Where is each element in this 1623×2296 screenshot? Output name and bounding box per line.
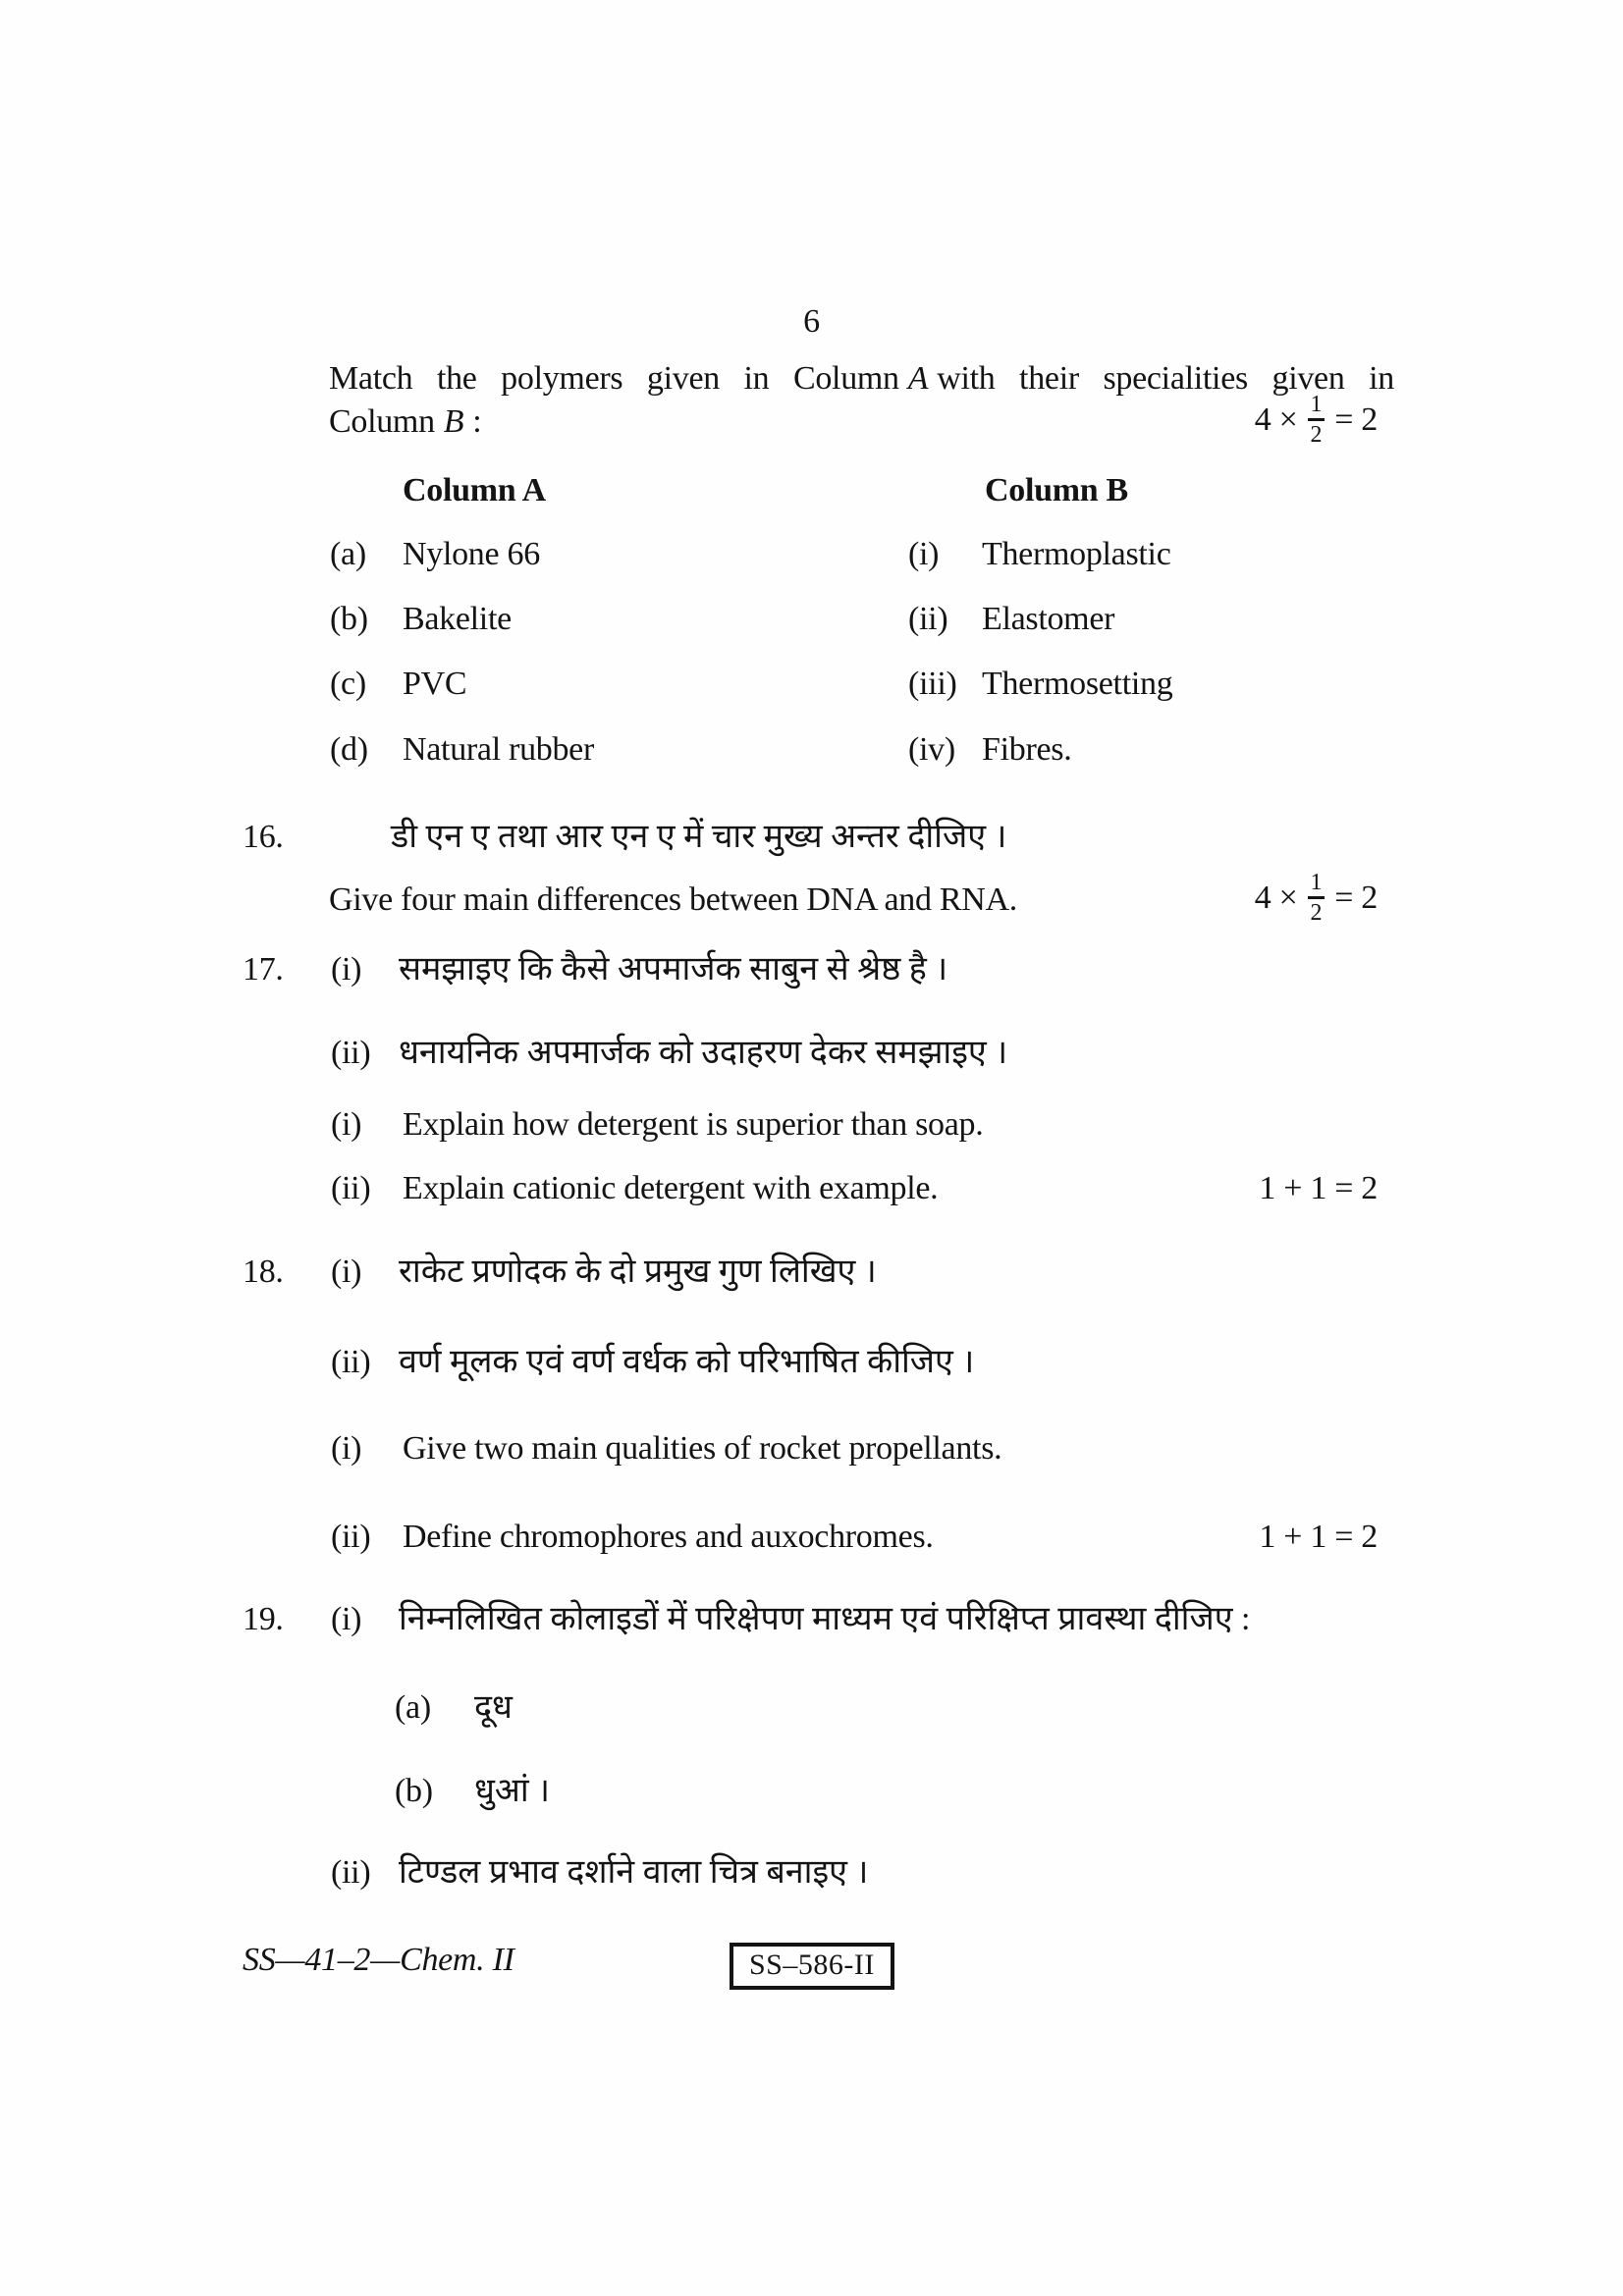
paper-code: SS—41–2—Chem. II [243, 1942, 514, 1978]
subsubitem-text-hindi: धुआं । [474, 1773, 551, 1809]
match-instruction-line1 [329, 359, 1394, 400]
question-marks: 1 + 1 = 2 [1259, 1170, 1378, 1206]
marks-lead: 4 × [1254, 879, 1298, 916]
subitem-marker: (ii) [331, 1035, 371, 1071]
row-b-marker: (iii) [908, 666, 957, 702]
question-number: 17. [243, 951, 284, 988]
subsubitem-marker: (a) [395, 1689, 431, 1726]
subitem-marker: (i) [331, 1106, 362, 1143]
subitem-text-hindi: धनायनिक अपमार्जक को उदाहरण देकर समझाइए । [399, 1035, 1008, 1071]
row-b-text: Thermoplastic [982, 536, 1171, 572]
subitem-marker: (ii) [331, 1344, 371, 1380]
question-number: 18. [243, 1254, 284, 1290]
subitem-marker: (ii) [331, 1854, 371, 1891]
marks-tail: = 2 [1334, 879, 1378, 916]
row-a-text: Natural rubber [403, 731, 594, 768]
row-a-marker: (c) [330, 666, 366, 702]
question-marks: 1 + 1 = 2 [1259, 1519, 1378, 1555]
subitem-text-hindi: वर्ण मूलक एवं वर्ण वर्धक को परिभाषित कीजिए । [399, 1344, 975, 1380]
row-b-marker: (ii) [908, 601, 948, 637]
row-a-text: Bakelite [403, 601, 512, 637]
row-a-marker: (d) [330, 731, 368, 768]
question-text-english: Give four main differences between DNA and RNA. [329, 881, 1017, 918]
subitem-text-hindi: टिण्डल प्रभाव दर्शाने वाला चित्र बनाइए । [399, 1854, 869, 1891]
question-number: 16. [243, 819, 284, 855]
subitem-text-english: Explain how detergent is superior than soap. [403, 1106, 984, 1143]
subitem-text-english: Give two main qualities of rocket propellants. [403, 1430, 1002, 1467]
row-a-marker: (a) [330, 536, 366, 572]
column-b-header: Column B [985, 472, 1128, 508]
subitem-marker: (i) [331, 1601, 362, 1637]
subitem-marker: (i) [331, 1254, 362, 1290]
column-a-variable: A [907, 360, 929, 397]
subitem-marker: (ii) [331, 1170, 371, 1206]
question-text-hindi: डी एन ए तथा आर एन ए में चार मुख्य अन्तर दीजिए । [391, 819, 1007, 855]
subitem-text-hindi: राकेट प्रणोदक के दो प्रमुख गुण लिखिए । [399, 1254, 877, 1290]
row-b-text: Elastomer [982, 601, 1115, 637]
fraction-numerator: 1 [1308, 871, 1325, 899]
instruction-colon: : [472, 403, 482, 440]
row-b-text: Thermosetting [982, 666, 1173, 702]
subitem-text-english: Define chromophores and auxochromes. [403, 1519, 934, 1555]
column-a-header: Column A [403, 472, 546, 508]
row-b-marker: (i) [908, 536, 940, 572]
instruction-text2: Column [329, 403, 435, 440]
subitem-marker: (ii) [331, 1519, 371, 1555]
match-marks [1255, 393, 1378, 447]
instruction-text-cont: with their specialities given in [937, 360, 1394, 397]
subitem-text-hindi: निम्नलिखित कोलाइडों में परिक्षेपण माध्यम एवं परिक्षिप्त प्रावस्था दीजिए : [399, 1601, 1251, 1637]
subitem-marker: (i) [331, 951, 362, 988]
subitem-text-english: Explain cationic detergent with example. [403, 1170, 939, 1206]
marks-tail: = 2 [1334, 400, 1378, 438]
row-b-marker: (iv) [908, 731, 955, 768]
column-b-variable: B [443, 403, 464, 440]
row-a-marker: (b) [330, 601, 368, 637]
page-number: 6 [803, 303, 820, 340]
fraction-half [1308, 393, 1325, 447]
fraction-denominator: 2 [1310, 422, 1323, 448]
row-b-text: Fibres. [982, 731, 1072, 768]
booklet-code-box: SS–586-II [730, 1943, 894, 1990]
subitem-marker: (i) [331, 1430, 362, 1467]
row-a-text: PVC [403, 666, 467, 702]
row-a-text: Nylone 66 [403, 536, 540, 572]
fraction-denominator: 2 [1310, 900, 1323, 926]
fraction-half [1308, 871, 1325, 925]
instruction-text: Match the polymers given in Column [329, 360, 899, 397]
subsubitem-marker: (b) [395, 1773, 433, 1809]
fraction-numerator: 1 [1308, 393, 1325, 421]
marks-lead: 4 × [1254, 400, 1298, 438]
question-marks [1255, 871, 1378, 925]
match-instruction-line2 [329, 402, 481, 443]
subsubitem-text-hindi: दूध [474, 1689, 513, 1726]
subitem-text-hindi: समझाइए कि कैसे अपमार्जक साबुन से श्रेष्ठ है । [399, 951, 948, 988]
question-number: 19. [243, 1601, 284, 1637]
